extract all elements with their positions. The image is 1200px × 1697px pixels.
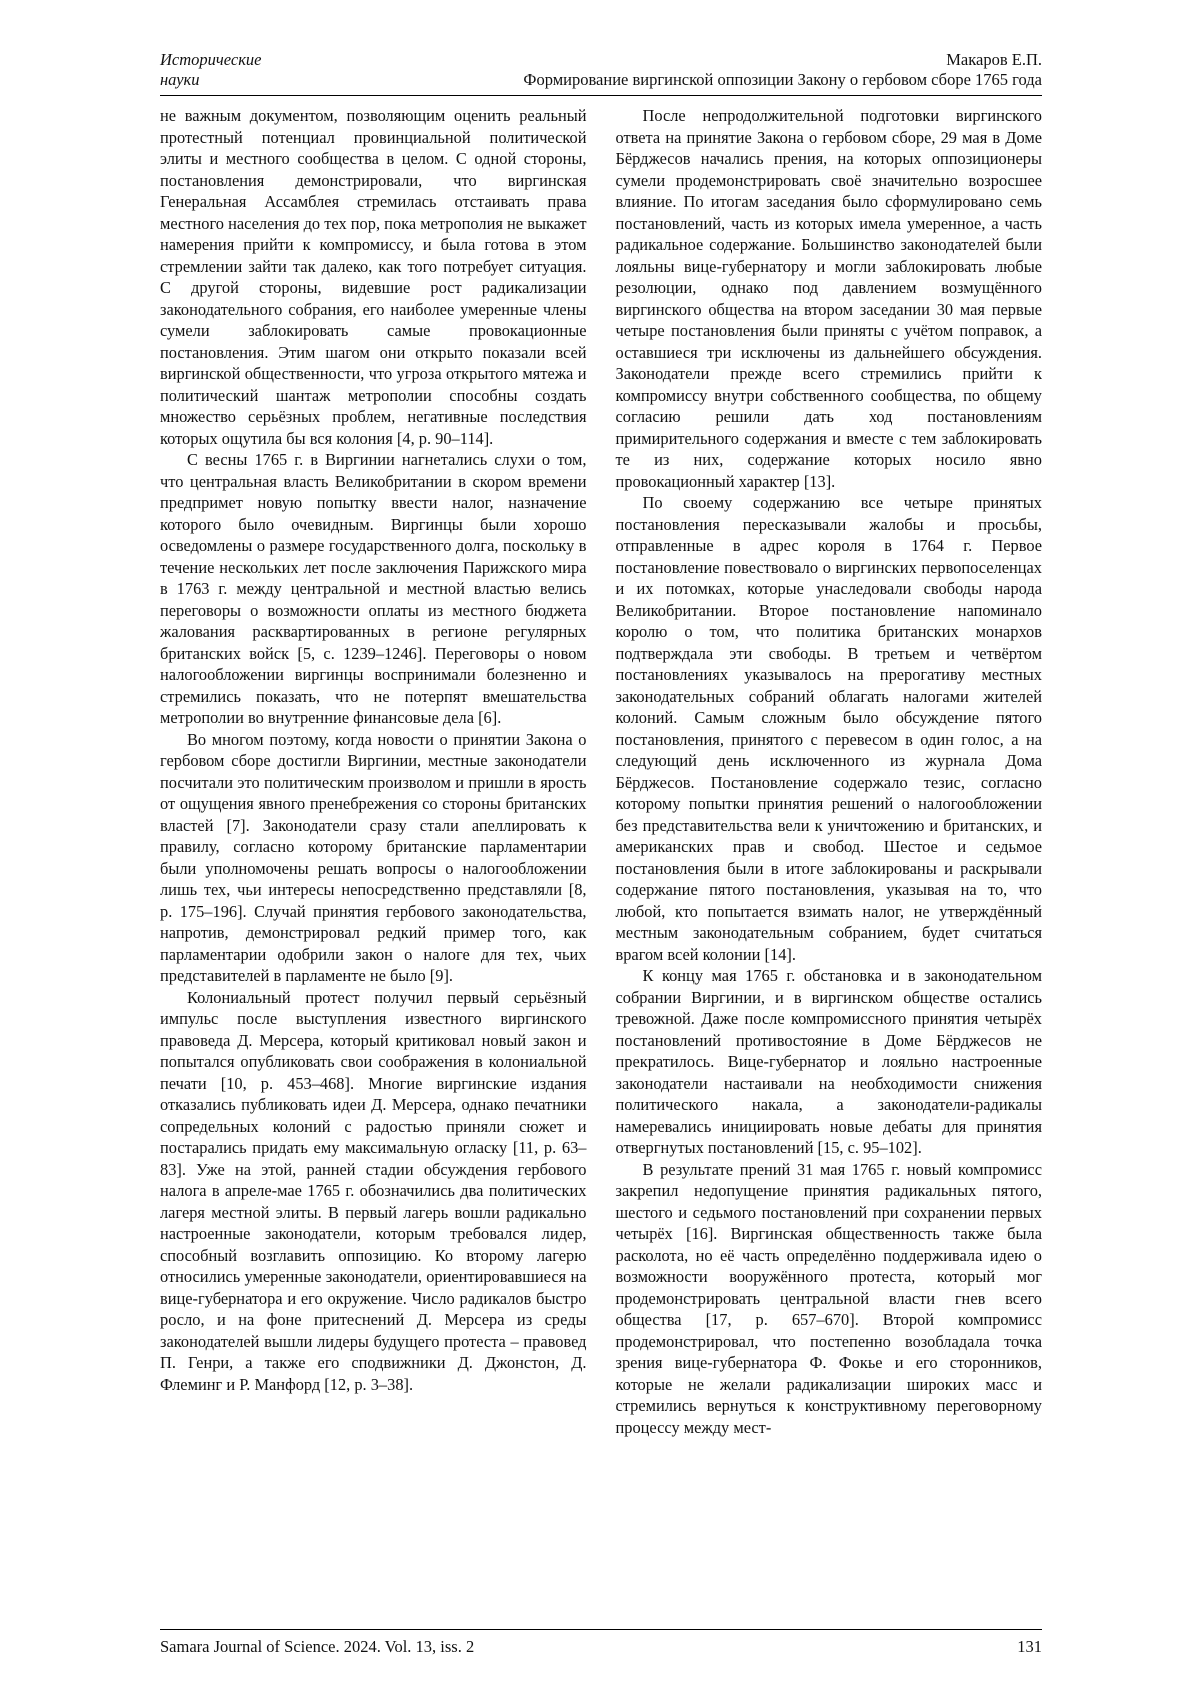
paragraph: С весны 1765 г. в Виргинии нагнетались слухи о том, что центральная власть Великобритании в скором времени предпримет новую попытку ввести налог, назначение которого было очевидным. Виргинцы были хорошо осведомлены о размере государственного долга, поскольку в течение нескольких лет после заключения Парижского мира в 1763 г. между центральной и местной властью велись переговоры о возможности оплаты из местного бюджета жалования расквартированных в регионе регулярных британских войск [5, с. 1239–1246]. Переговоры о новом налогообложении виргинцы воспринимали болезненно и стремились показать, что не потерпят вмешательства метрополии во внутренние финансовые дела [6]. [160, 450, 587, 727]
journal-info: Samara Journal of Science. 2024. Vol. 13, iss. 2 [160, 1637, 475, 1656]
article-body [160, 105, 1042, 1623]
paragraph: Во многом поэтому, когда новости о принятии Закона о гербовом сборе достигли Виргинии, местные законодатели посчитали это политическим произволом и пришли в ярость от ощущения явного пренебрежения со стороны британских властей [7]. Законодатели сразу стали апеллировать к правилу, согласно которому британские парламентарии были уполномочены решать вопросы о налогообложении лишь тех, чьи интересы непосредственно представляли [8, p. 175–196]. Случай принятия гербового законодательства, напротив, демонстрировал редкий пример того, как парламентарии одобрили закон о налоге для тех, чьих представителей в парламенте не было [9]. [160, 729, 587, 985]
page-footer [160, 1629, 1042, 1657]
text-column-right [616, 105, 1043, 1623]
section-name [160, 50, 262, 90]
paragraph: Колониальный протест получил первый серьёзный импульс после выступления известного виргинского правоведа Д. Мерсера, который критиковал новый закон и попытался опубликовать свои соображения в колониальной печати [10, p. 453–468]. Многие виргинские издания отказались публиковать идеи Д. Мерсера, однако печатники сопредельных колоний с радостью приняли сюжет и постарались придать ему максимальную огласку [11, p. 63–83]. Уже на этой, ранней стадии обсуждения гербового налога в апреле-мае 1765 г. обозначились два политических лагеря местной элиты. В первый лагерь вошли радикально настроенные законодатели, которым требовался лидер, способный возглавить оппозицию. Ко второму лагерю относились умеренные законодатели, ориентировавшиеся на вице-губернатора и его окружение. Число радикалов быстро росло, и на фоне притеснений Д. Мерсера из среды законодателей вышли лидеры будущего протеста – правовед П. Генри, а также его сподвижники Д. Джонстон, Д. Флеминг и Р. Манфорд [12, p. 3–38]. [160, 987, 587, 1394]
paragraph: К концу мая 1765 г. обстановка и в законодательном собрании Виргинии, и в виргинском обществе остались тревожной. Даже после компромиссного принятия четырёх постановлений противостояние в Доме Бёрджесов не прекратилось. Вице-губернатор и лояльно настроенные законодатели настаивали на необходимости снижения политического накала, а законодатели-радикалы намеревались инициировать новые дебаты для принятия отвергнутых постановлений [15, с. 95–102]. [615, 966, 1042, 1157]
page-number: 131 [1017, 1637, 1042, 1656]
section-name-line2: науки [160, 70, 200, 89]
paragraph: По своему содержанию все четыре принятых постановления пересказывали жалобы и просьбы, отправленные в адрес короля в 1764 г. Первое постановление повествовало о виргинских первопоселенцах и их потомках, которые унаследовали свободы народа Великобритании. Второе постановление напоминало королю о том, что политика британских монархов подтверждала эти свободы. В третьем и четвёртом постановлениях указывалось на прерогативу местных законодательных собраний облагать налогами жителей колоний. Самым сложным было обсуждение пятого постановления, принятого с перевесом в один голос, а на следующий день исключенного из журнала Дома Бёрджесов. Постановление содержало тезис, согласно которому попытки принятия решений о налогообложении без представительства вели к уничтожению и британских, и американских прав и свобод. Шестое и седьмое постановления были в итоге заблокированы и раскрывали содержание пятого постановления, указывая на то, что любой, кто попытается взимать налог, не утверждённый местным законодательным собранием, будет считаться врагом всей колонии [14]. [615, 493, 1042, 964]
paragraph: После непродолжительной подготовки виргинского ответа на принятие Закона о гербовом сборе, 29 мая в Доме Бёрджесов начались прения, на которых оппозиционеры сумели продемонстрировать своё значительно возросшее влияние. По итогам заседания было сформулировано семь постановлений, часть из которых имела умеренное, а часть радикальное содержание. Большинство законодателей были лояльны вице-губернатору и могли заблокировать любые резолюции, однако под давлением возмущённого виргинского общества на втором заседании 30 мая первые четыре постановления были приняты с учётом поправок, а оставшиеся три исключены из дальнейшего обсуждения. Законодатели прежде всего стремились прийти к компромиссу внутри собственного сообщества, по общему согласию решили дать ход постановлениям примирительного содержания и вместе с тем заблокировать те из них, содержание которых носило явно провокационный характер [13]. [615, 106, 1042, 491]
page-header [160, 50, 1042, 96]
text-column-left [160, 105, 587, 1623]
section-name-line1: Исторические [160, 50, 262, 69]
paragraph: В результате прений 31 мая 1765 г. новый компромисс закрепил недопущение принятия радикальных пятого, шестого и седьмого постановлений при сохранении первых четырёх [16]. Виргинская общественность также была расколота, но её часть определённо поддерживала идею о возможности вооружённого протеста, который мог продемонстрировать центральной власти гнев всего общества [17, p. 657–670]. Второй компромисс продемонстрировал, что постепенно возобладала точка зрения вице-губернатора Ф. Фокье и его сторонников, которые не желали радикализации широких масс и стремились вернуться к конструктивному переговорному процессу между мест- [615, 1159, 1042, 1437]
running-head [523, 50, 1042, 90]
running-title: Формирование виргинской оппозиции Закону о гербовом сборе 1765 года [523, 70, 1042, 89]
paragraph: не важным документом, позволяющим оценить реальный протестный потенциал провинциальной политической элиты и местного сообщества в целом. С одной стороны, постановления демонстрировали, что виргинская Генеральная Ассамблея стремилась отстаивать права местного населения до тех пор, пока метрополия не выкажет намерения прийти к компромиссу, и была готова в этом стремлении зайти так далеко, как того потребует ситуация. С другой стороны, видевшие рост радикализации законодательного собрания, его наиболее умеренные члены сумели заблокировать самые провокационные постановления. Этим шагом они открыто показали всей виргинской общественности, что угроза открытого мятежа и политический шантаж метрополии способны создать множество серьёзных проблем, негативные последствия которых ощутила бы вся колония [4, p. 90–114]. [160, 106, 587, 448]
author-name: Макаров Е.П. [946, 50, 1042, 69]
